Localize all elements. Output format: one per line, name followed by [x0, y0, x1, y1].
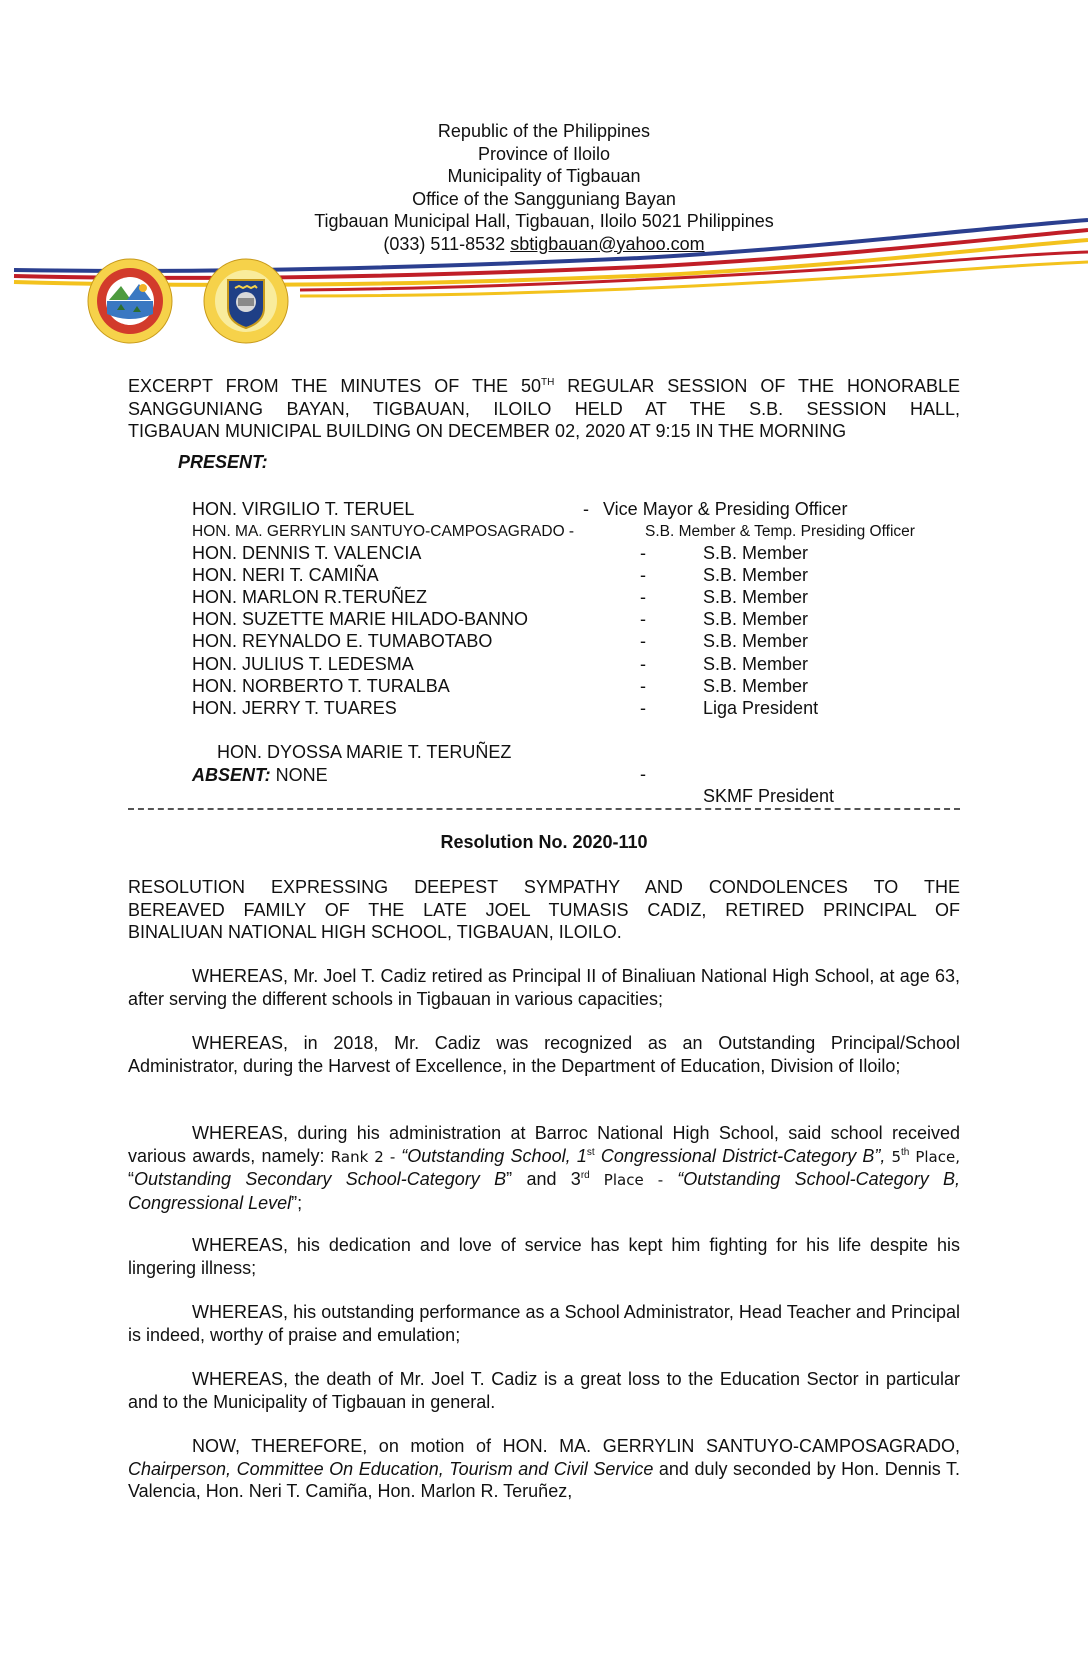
whereas-3-sup-3: rd [580, 1170, 590, 1181]
whereas-3-end: ”; [291, 1192, 303, 1213]
letterhead-address: Tigbauan Municipal Hall, Tigbauan, Iloilo 5021 Philippines [314, 211, 774, 231]
whereas-3-sup-1: st [586, 1146, 595, 1158]
attendee-role: S.B. Member [703, 543, 809, 563]
absent-line [192, 765, 328, 786]
attendee-dash: - [640, 609, 646, 629]
whereas-3-and-3: ” and 3 [506, 1169, 581, 1189]
attendee-name: HON. DENNIS T. VALENCIA [192, 543, 422, 563]
attendee-row [192, 564, 809, 586]
attendee-row [192, 630, 809, 652]
letterhead-municipality: Municipality of Tigbauan [447, 166, 641, 186]
whereas-3-rank: Rank 2 - [330, 1147, 402, 1166]
attendee-name: HON. DYOSSA MARIE T. TERUÑEZ [212, 742, 512, 762]
excerpt-line-1-sup: TH [540, 377, 555, 388]
excerpt-line-3: TIGBAUAN MUNICIPAL BUILDING ON DECEMBER 02, 2020 AT 9:15 IN THE MORNING [128, 421, 847, 441]
attendee-row [192, 608, 809, 630]
letterhead [0, 120, 1088, 255]
attendee-role: S.B. Member [703, 565, 809, 585]
whereas-clause-4: WHEREAS, his dedication and love of service has kept him fighting for his life despite his lingering illness; [128, 1235, 960, 1278]
attendee-role: S.B. Member [703, 654, 809, 674]
attendee-name: HON. MARLON R.TERUÑEZ [192, 587, 428, 607]
attendee-dash: - [583, 499, 589, 519]
whereas-clause-1: WHEREAS, Mr. Joel T. Cadiz retired as Principal II of Binaliuan National High School, at age 63, after serving the different schools in Tigbauan in various capacities; [128, 966, 960, 1009]
attendee-row [192, 675, 809, 697]
section-divider [128, 808, 960, 810]
attendee-dash: - [640, 565, 646, 585]
attendee-dash: - [640, 698, 646, 718]
excerpt-line-1-text: EXCERPT FROM THE MINUTES OF THE 50 [128, 376, 541, 396]
sangguniang-bayan-seal-logo [203, 258, 289, 344]
attendee-row [192, 521, 915, 543]
attendee-row [192, 653, 809, 675]
attendee-role: S.B. Member & Temp. Presiding Officer [645, 523, 915, 540]
present-label: PRESENT: [178, 452, 268, 472]
absent-label: ABSENT: [192, 765, 271, 785]
attendee-name: HON. NERI T. CAMIÑA [192, 565, 379, 585]
excerpt-line-1 [128, 375, 960, 398]
attendee-name: HON. REYNALDO E. TUMABOTABO [192, 631, 493, 651]
letterhead-republic: Republic of the Philippines [437, 121, 651, 141]
attendee-name: HON. VIRGILIO T. TERUEL [192, 499, 415, 519]
attendee-dash: - [640, 587, 646, 607]
attendee-name: HON. MA. GERRYLIN SANTUYO-CAMPOSAGRADO - [192, 523, 575, 540]
letterhead-contact [0, 233, 1088, 256]
resolution-title [128, 876, 960, 944]
now-therefore-seconded: and duly seconded by Hon. Dennis T. Valencia, Hon. Neri T. Camiña, Hon. Marlon R. Teruñez, [128, 1458, 960, 1501]
whereas-clause-6: WHEREAS, the death of Mr. Joel T. Cadiz is a great loss to the Education Sector in particular and to the Municipality of Tigbauan in general. [128, 1369, 960, 1412]
whereas-clause-2: WHEREAS, in 2018, Mr. Cadiz was recognized as an Outstanding Principal/School Administrator, during the Harvest of Excellence, in the Department of Education, Division of Iloilo; [128, 1033, 960, 1076]
whereas-3-place-word: Place, [909, 1147, 960, 1166]
attendee-role: S.B. Member [703, 676, 809, 696]
attendee-name: HON. NORBERTO T. TURALBA [192, 676, 450, 696]
whereas-clause-3 [128, 1122, 960, 1214]
excerpt-line-1-text-end: REGULAR SESSION OF THE HONORABLE [554, 376, 960, 396]
attendee-role: S.B. Member [703, 609, 809, 629]
attendee-row [192, 586, 809, 608]
attendee-dash: - [640, 654, 646, 674]
attendee-row [192, 697, 819, 719]
attendee-dash: - [640, 676, 646, 696]
resolution-title-line-2: BEREAVED FAMILY OF THE LATE JOEL TUMASIS CADIZ, RETIRED PRINCIPAL OF [128, 899, 960, 920]
municipality-seal-logo [87, 258, 173, 344]
attendee-role: SKMF President [703, 786, 835, 806]
attendee-role: S.B. Member [703, 631, 809, 651]
whereas-3-award-3: “Outstanding School-Category B, Congressional Level [128, 1169, 961, 1213]
letterhead-phone: (033) 511-8532 [383, 233, 506, 254]
whereas-3-text: WHEREAS, during his administration at Barroc National High School, said school received various awards, namely: [128, 1123, 960, 1166]
resolution-title-line-3: BINALIUAN NATIONAL HIGH SCHOOL, TIGBAUAN, ILOILO. [128, 922, 622, 942]
whereas-3-award-1: “Outstanding School, 1 [401, 1145, 587, 1166]
attendee-row [192, 498, 848, 520]
now-therefore-clause [128, 1435, 960, 1503]
resolution-title-line-1: RESOLUTION EXPRESSING DEEPEST SYMPATHY AND CONDOLENCES TO THE [128, 877, 960, 897]
attendee-dash: - [640, 631, 646, 651]
attendee-row [192, 542, 809, 564]
absent-value: NONE [270, 765, 328, 785]
attendee-name: HON. SUZETTE MARIE HILADO-BANNO [192, 609, 529, 629]
excerpt-heading [128, 375, 960, 443]
now-therefore-text: NOW, THEREFORE, on motion of HON. MA. GERRYLIN SANTUYO-CAMPOSAGRADO, [192, 1436, 960, 1456]
letterhead-province: Province of Iloilo [477, 143, 611, 164]
attendee-role: S.B. Member [703, 587, 809, 607]
attendee-name: HON. JERRY T. TUARES [192, 698, 397, 718]
whereas-clause-5: WHEREAS, his outstanding performance as a School Administrator, Head Teacher and Principal is indeed, worthy of praise and emulation; [128, 1302, 960, 1345]
excerpt-line-2: SANGGUNIANG BAYAN, TIGBAUAN, ILOILO HELD AT THE S.B. SESSION HALL, [128, 398, 960, 419]
whereas-3-sup-2: th [901, 1146, 910, 1158]
whereas-3-place-word-2: Place - [589, 1171, 678, 1189]
attendee-dash: - [640, 764, 646, 784]
whereas-3-award-2: Outstanding Secondary School-Category B [134, 1169, 507, 1189]
whereas-3-quote-open: “ [128, 1169, 134, 1189]
attendee-name: HON. JULIUS T. LEDESMA [192, 654, 414, 674]
letterhead-email-link[interactable]: sbtigbauan@yahoo.com [510, 233, 705, 254]
attendee-role: Vice Mayor & Presiding Officer [603, 499, 848, 519]
letterhead-office: Office of the Sangguniang Bayan [412, 188, 676, 209]
resolution-number: Resolution No. 2020-110 [440, 832, 648, 852]
attendee-role: Liga President [703, 698, 819, 718]
whereas-3-place-5: 5 [885, 1147, 901, 1166]
whereas-3-award-1-end: Congressional District-Category B”, [594, 1145, 886, 1166]
attendee-dash: - [640, 543, 646, 563]
now-therefore-committee: Chairperson, Committee On Education, Tourism and Civil Service [128, 1458, 654, 1479]
